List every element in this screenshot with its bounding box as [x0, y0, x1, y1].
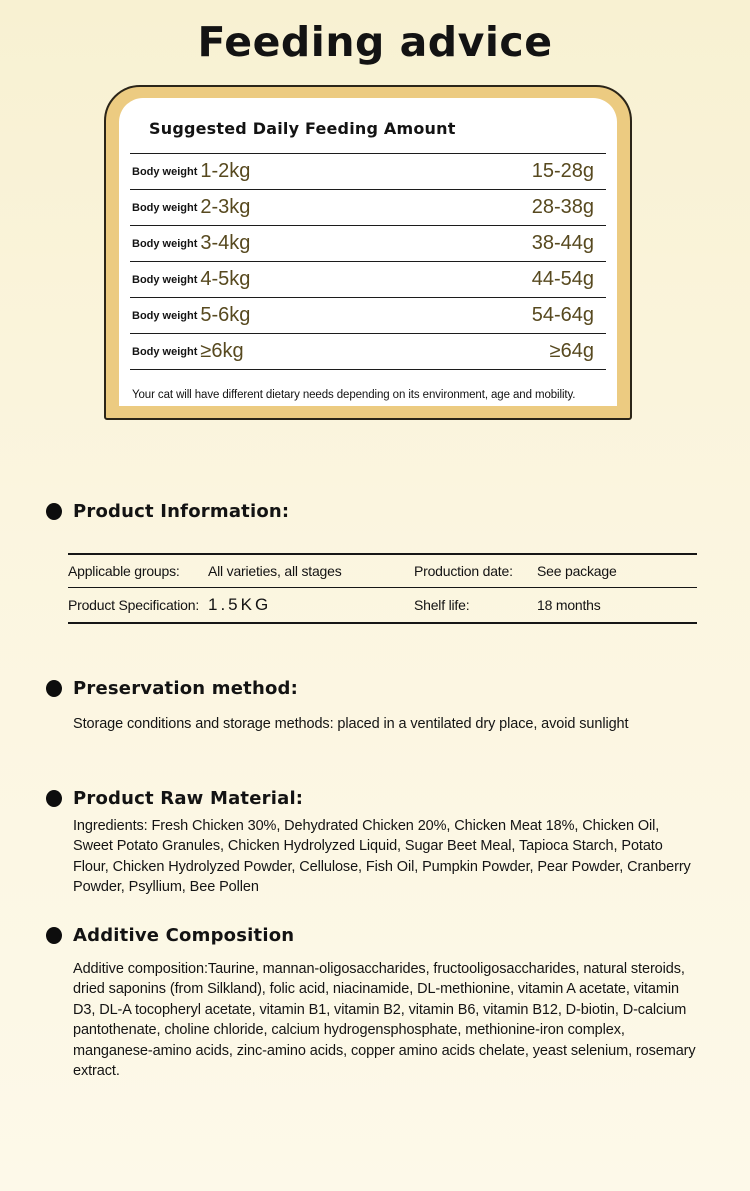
feeding-amount-value: 54-64g [531, 304, 594, 326]
body-weight-value: 1-2kg [200, 160, 251, 182]
feeding-amount-value: 38-44g [531, 232, 594, 254]
table-row [68, 555, 697, 588]
section-product-information [46, 501, 289, 522]
info-label: Production date: [414, 563, 513, 579]
info-value: 18 months [537, 597, 601, 613]
preservation-method-text: Storage conditions and storage methods: placed in a ventilated dry place, avoid sunlight [73, 716, 629, 732]
info-value: See package [537, 563, 617, 579]
table-row [68, 588, 697, 624]
table-row [130, 154, 606, 190]
info-label: Shelf life: [414, 597, 470, 613]
body-weight-label: Body weight [132, 201, 198, 214]
bullet-icon [46, 790, 62, 807]
feeding-amount-card [104, 85, 632, 420]
body-weight-value: 5-6kg [200, 304, 251, 326]
body-weight-cell [132, 196, 250, 219]
body-weight-cell [132, 268, 250, 291]
feeding-amount-card-inner [119, 98, 617, 406]
additive-composition-text: Additive composition:Taurine, mannan-oligosaccharides, fructooligosaccharides, natural steroids, dried saponins (from Silkland), folic acid, niacinamide, DL-methionine, vitamin A acetate, vitamin D3, DL-A tocopheryl acetate, vitamin B1, vitamin B2, vitamin B6, vitamin B12, D-biotin, D-calcium pantothenate, choline chloride, calcium hydrogensphosphate, methionine-iron complex, manganese-amino acids, zinc-amino acids, copper amino acids chelate, yeast selenium, rosemary extract. [73, 961, 696, 1080]
body-weight-value: 4-5kg [200, 268, 251, 290]
body-weight-label: Body weight [132, 237, 198, 250]
feeding-amount-value: 44-54g [531, 268, 594, 290]
section-additive-composition [46, 925, 294, 946]
table-row [130, 226, 606, 262]
section-heading: Product Information: [73, 501, 290, 522]
info-value: All varieties, all stages [208, 563, 342, 579]
body-weight-value: ≥6kg [200, 340, 244, 362]
body-weight-label: Body weight [132, 345, 198, 358]
body-weight-cell [132, 340, 244, 363]
feeding-amount-value: 28-38g [531, 196, 594, 218]
feeding-amount-value: ≥64g [549, 340, 594, 362]
section-heading: Additive Composition [73, 925, 295, 946]
body-weight-value: 2-3kg [200, 196, 251, 218]
section-preservation-method [46, 678, 298, 699]
feeding-card-note: Your cat will have different dietary needs depending on its environment, age and mobility. [132, 389, 576, 401]
body-weight-label: Body weight [132, 273, 198, 286]
section-product-raw-material [46, 788, 303, 809]
table-row [130, 334, 606, 370]
info-label: Applicable groups: [68, 563, 180, 579]
table-row [130, 190, 606, 226]
body-weight-cell [132, 304, 250, 327]
page-title: Feeding advice [197, 18, 553, 66]
bullet-icon [46, 503, 62, 520]
bullet-icon [46, 680, 62, 697]
body-weight-cell [132, 232, 250, 255]
feeding-amount-value: 15-28g [531, 160, 594, 182]
ingredients-text: Ingredients: Fresh Chicken 30%, Dehydrated Chicken 20%, Chicken Meat 18%, Chicken Oil, Sweet Potato Granules, Chicken Hydrolyzed Liquid, Sugar Beet Meal, Tapioca Starch, Potato Flour, Chicken Hydrolyzed Powder, Cellulose, Fish Oil, Pumpkin Powder, Pear Powder, Cranberry Powder, Psyllium, Bee Pollen [73, 818, 691, 896]
section-heading: Preservation method: [73, 678, 299, 699]
info-label: Product Specification: [68, 597, 200, 613]
body-weight-value: 3-4kg [200, 232, 251, 254]
product-information-table [68, 553, 697, 624]
body-weight-label: Body weight [132, 165, 198, 178]
body-weight-label: Body weight [132, 309, 198, 322]
table-row [130, 298, 606, 334]
section-heading: Product Raw Material: [73, 788, 304, 809]
table-row [130, 262, 606, 298]
body-weight-cell [132, 160, 250, 183]
info-value: 1.5KG [208, 595, 272, 614]
feeding-card-header: Suggested Daily Feeding Amount [149, 119, 456, 138]
bullet-icon [46, 927, 62, 944]
feeding-table [130, 153, 606, 370]
